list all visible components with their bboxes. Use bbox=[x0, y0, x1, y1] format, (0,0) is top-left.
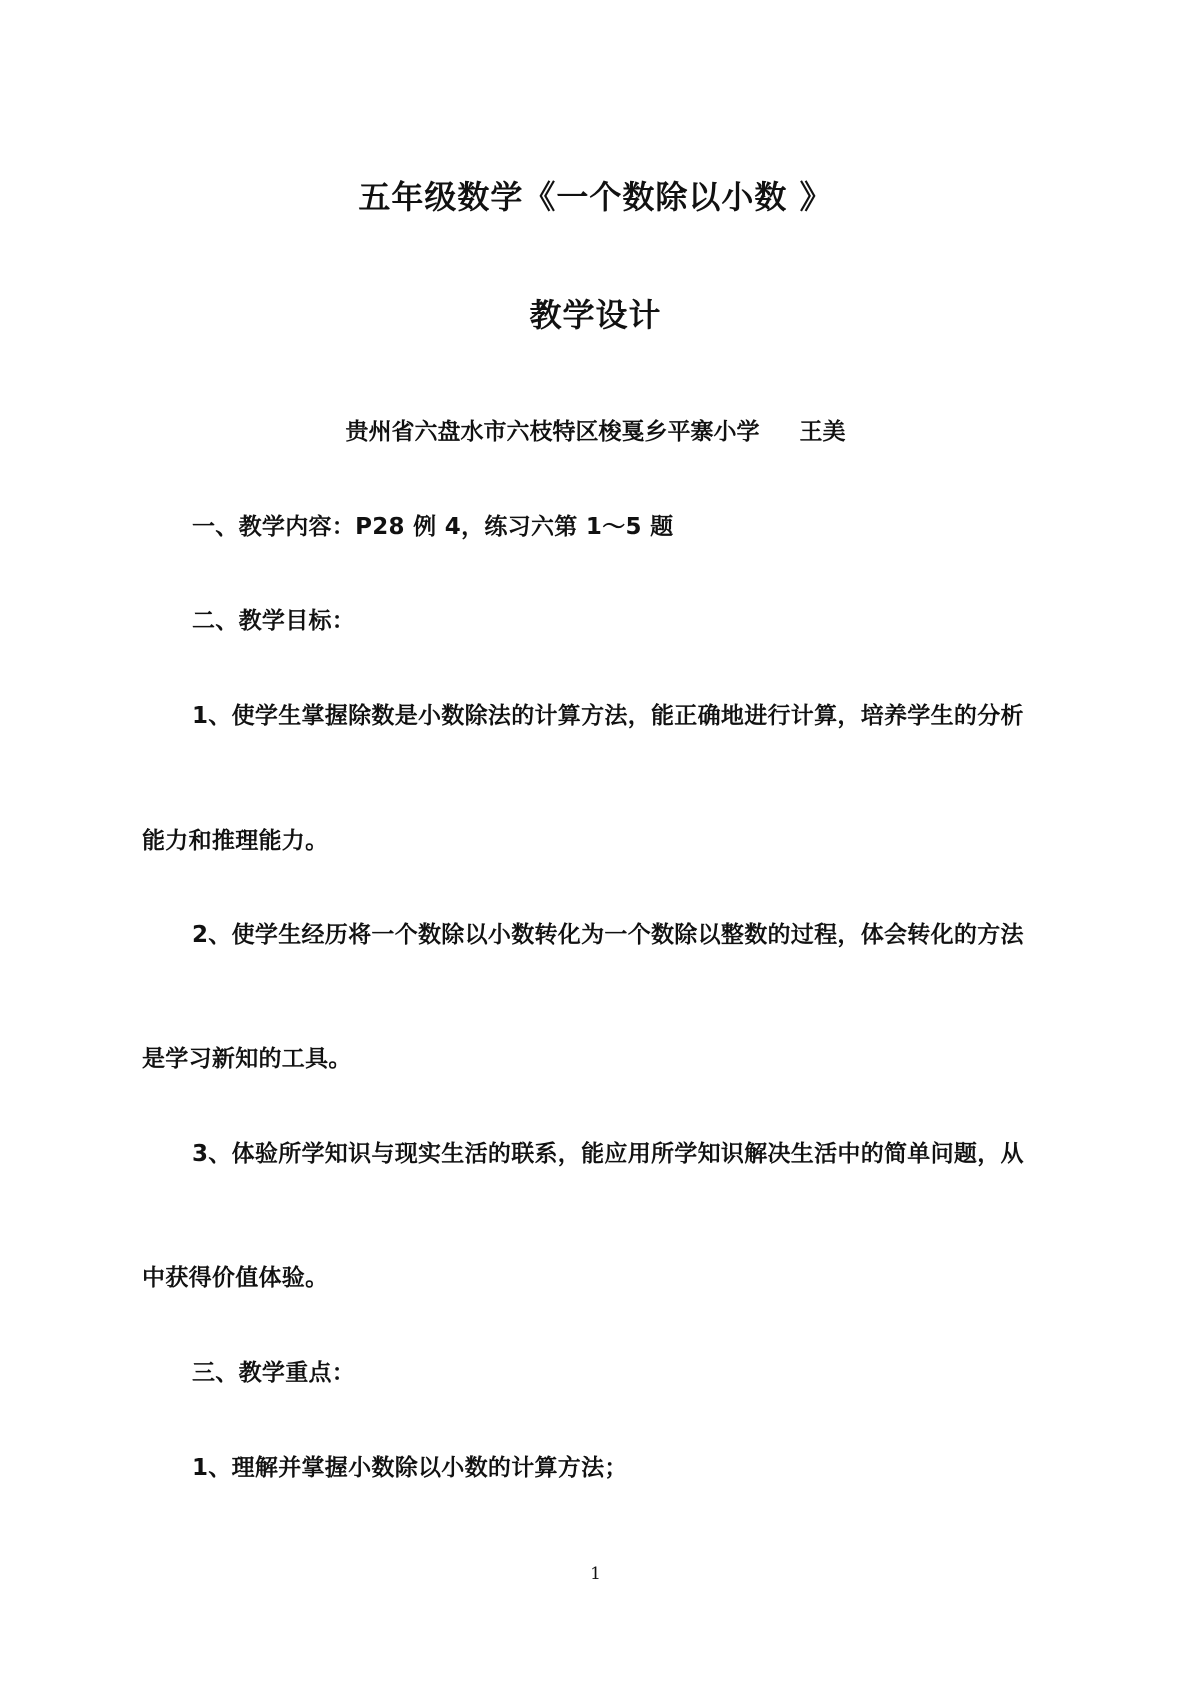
section-heading-content: 一、教学内容：P28 例 4，练习六第 1～5 题 bbox=[192, 514, 674, 540]
document-subtitle: 教学设计 bbox=[529, 296, 662, 334]
objective-1-line-1: 1、使学生掌握除数是小数除法的计算方法，能正确地进行计算，培养学生的分析 bbox=[192, 703, 1024, 729]
section-heading-key-points: 三、教学重点： bbox=[192, 1360, 356, 1386]
objective-3-line-1: 3、体验所学知识与现实生活的联系，能应用所学知识解决生活中的简单问题，从 bbox=[192, 1141, 1024, 1167]
page-number: 1 bbox=[590, 1564, 601, 1584]
section-heading-objectives: 二、教学目标： bbox=[192, 608, 356, 634]
objective-2-line-1: 2、使学生经历将一个数除以小数转化为一个数除以整数的过程，体会转化的方法 bbox=[192, 922, 1024, 948]
objective-2-line-2: 是学习新知的工具。 bbox=[142, 1046, 352, 1072]
author-line: 贵州省六盘水市六枝特区梭戛乡平寨小学 王美 bbox=[345, 419, 846, 445]
objective-3-line-2: 中获得价值体验。 bbox=[142, 1265, 329, 1291]
objective-1-line-2: 能力和推理能力。 bbox=[142, 828, 329, 854]
key-point-1: 1、理解并掌握小数除以小数的计算方法； bbox=[192, 1455, 628, 1481]
document-title: 五年级数学《一个数除以小数 》 bbox=[358, 178, 833, 216]
